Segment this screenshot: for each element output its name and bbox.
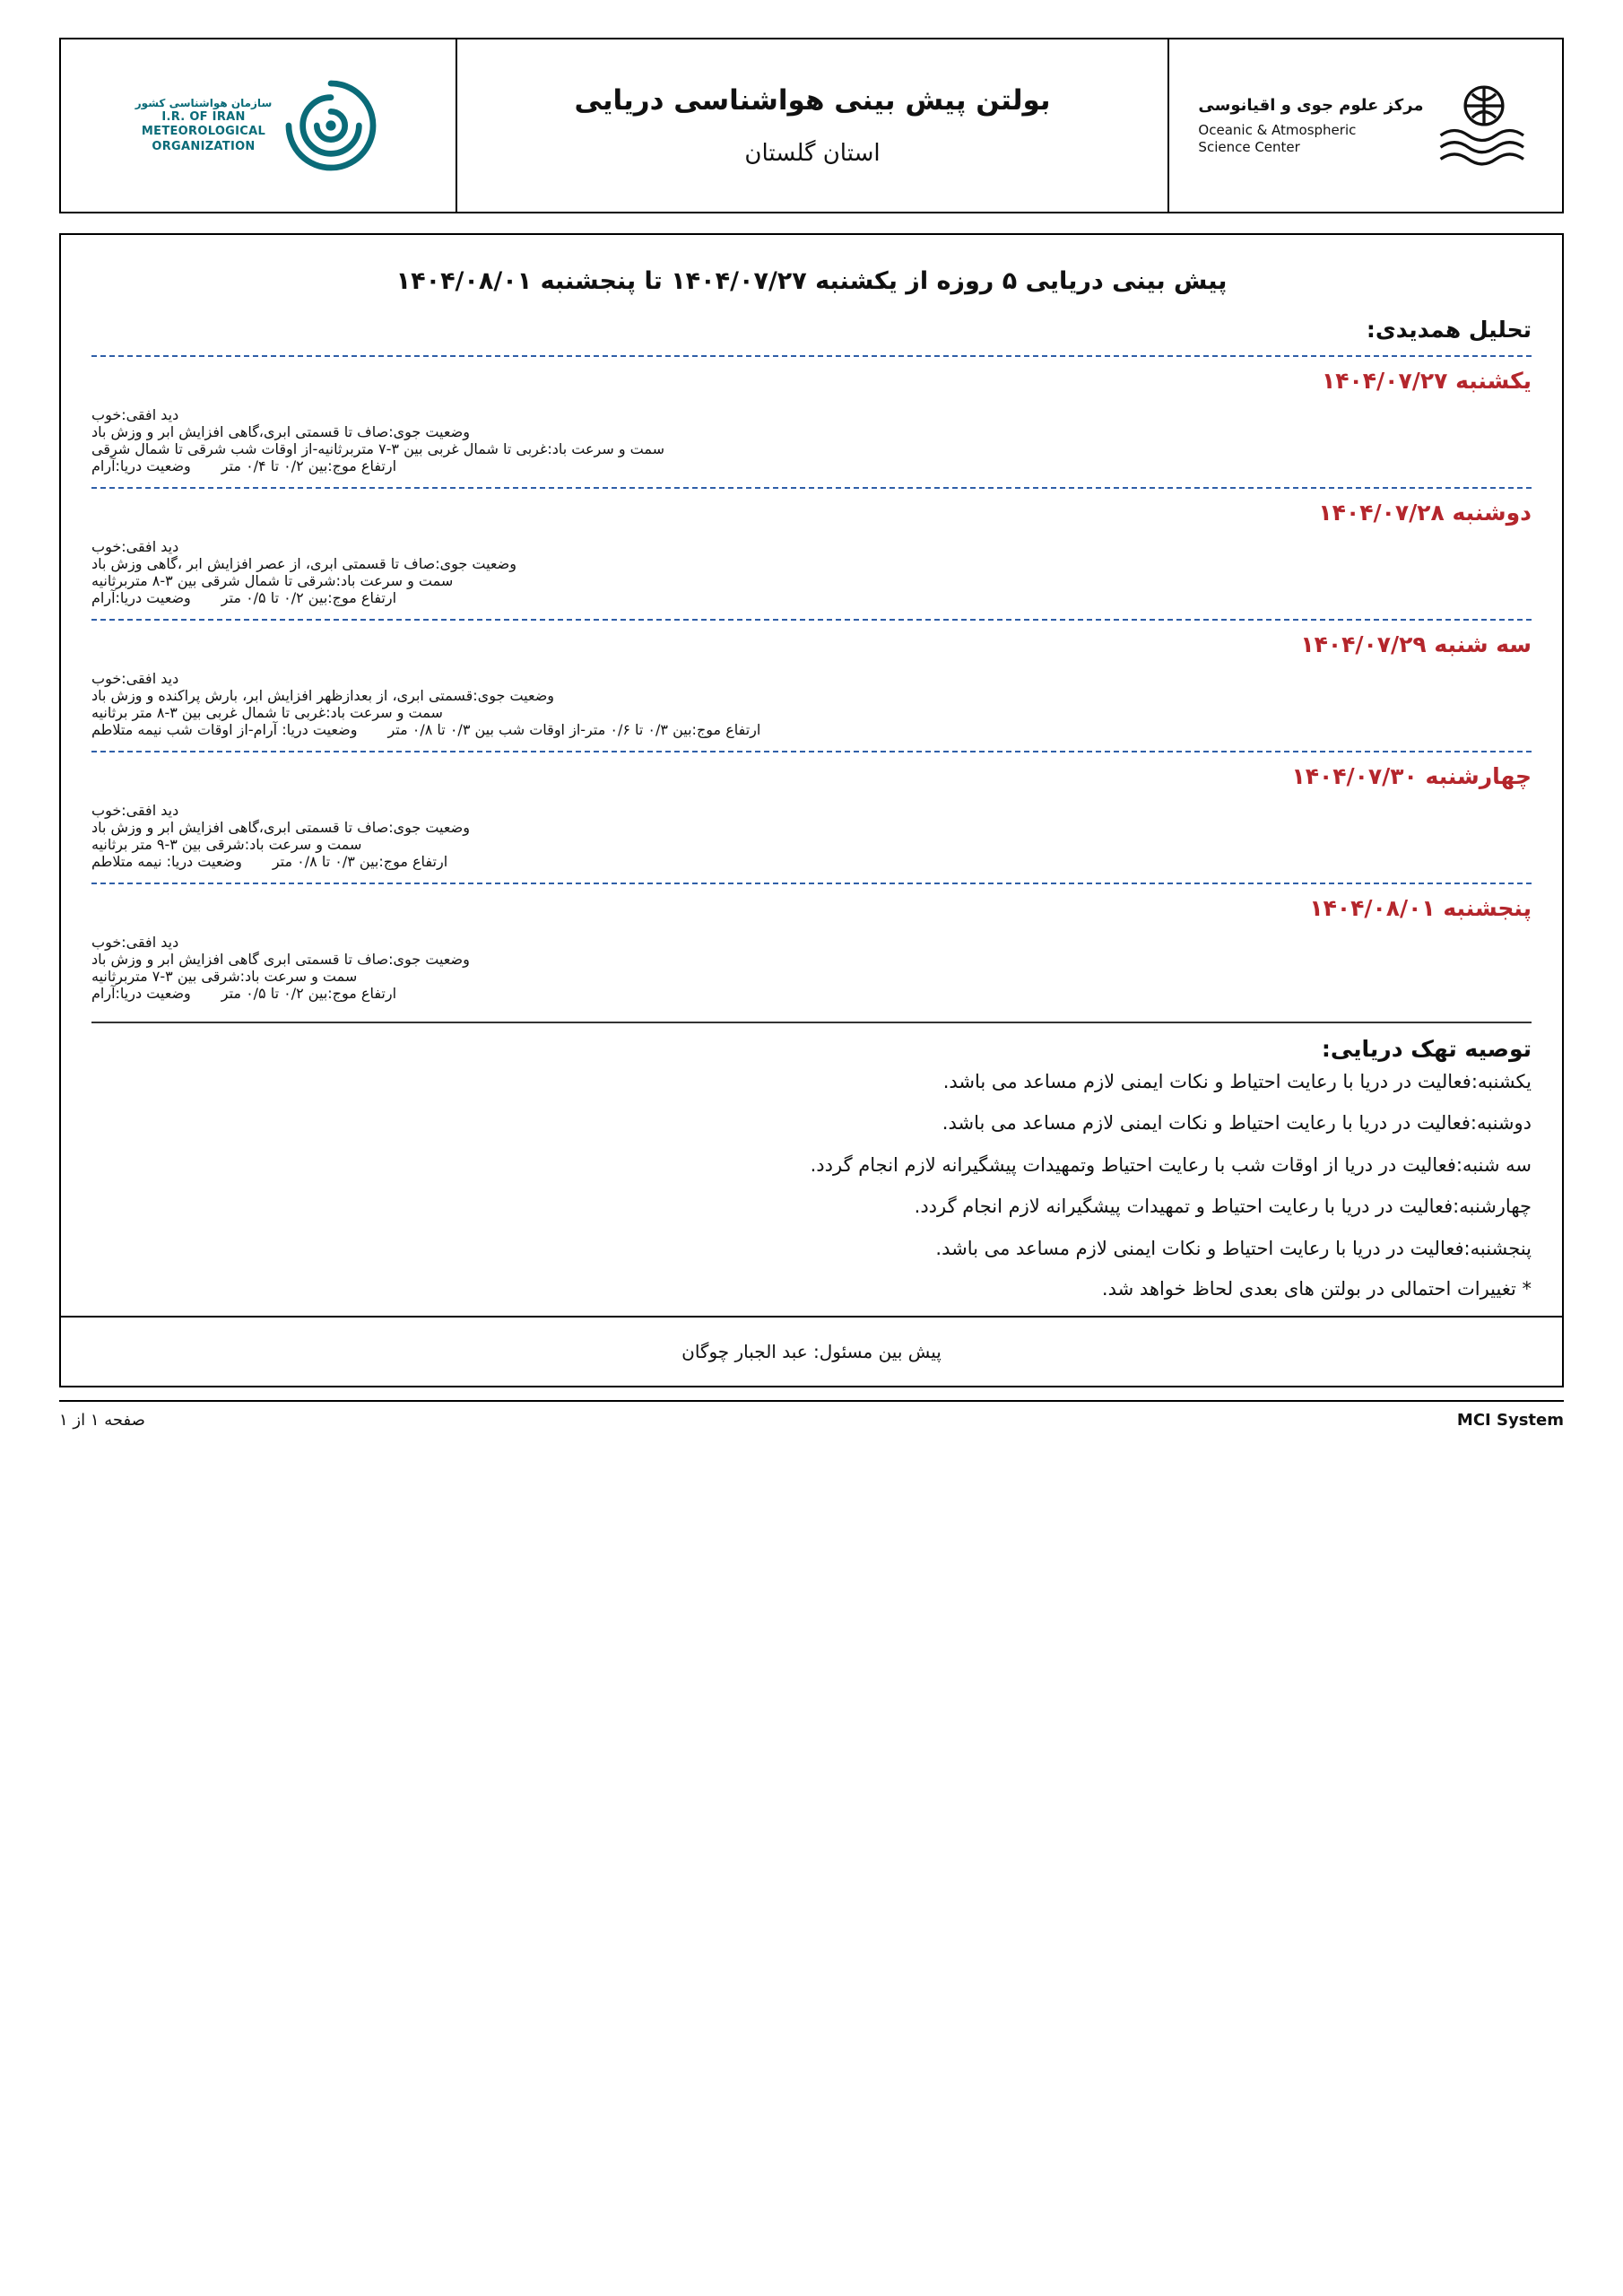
page-number: صفحه ۱ از ۱ [59,1411,145,1431]
wave-value: بین ۰/۲ تا ۰/۴ متر [221,457,328,474]
divider [91,487,1532,489]
day-name: یکشنبه ۱۴۰۴/۰۷/۲۷ [1322,367,1532,394]
divider [91,619,1532,621]
visibility-value: خوب [91,405,122,423]
weather-value: صاف تا قسمتی ابری،گاهی افزایش ابر و وزش باد [91,422,389,440]
divider [91,751,1532,752]
visibility-row [91,538,1532,555]
day-block [91,895,1532,1002]
divider [91,355,1532,357]
weather-label: وضعیت جوی: [388,422,470,440]
system-name: MCI System [1456,1411,1564,1431]
wind-row [91,704,1532,721]
advice-item: سه شنبه:فعالیت در دریا از اوقات شب با رعایت احتیاط وتمهیدات پیشگیرانه لازم انجام گردد. [810,1153,1532,1176]
imo-logo [135,75,381,176]
divider [91,1022,1532,1023]
wave-label: ارتفاع موج: [378,852,448,870]
advice-list [91,1067,1532,1300]
sea-state-value: وضعیت دریا:آرام [91,457,191,474]
forecaster-name: پیش بین مسئول: عبد الجبار چوگان [681,1341,942,1363]
wave-label: ارتفاع موج: [691,720,761,738]
wind-value: شرقی بین ۳-۹ متر برثانیه [91,835,245,853]
visibility-row [91,934,1532,951]
advice-heading: توصیه تهک دریایی: [1321,1035,1532,1062]
weather-label: وضعیت جوی: [473,686,555,704]
wave-row [91,457,1532,474]
weather-value: صاف تا قسمتی ابری گاهی افزایش ابر و وزش باد [91,950,389,968]
wave-row [91,721,1532,738]
visibility-value: خوب [91,669,122,687]
wave-row [91,985,1532,1002]
wind-value: شرقی تا شمال شرقی بین ۳-۸ متربرثانیه [91,571,336,589]
visibility-value: خوب [91,801,122,819]
header-title-cell [456,39,1167,212]
wind-label: سمت و سرعت باد: [239,967,358,985]
visibility-label: دید افقی: [121,537,179,555]
wave-value: بین ۰/۳ تا ۰/۶ متر-از اوقات شب بین ۰/۳ تا ۰/۸ متر [387,720,692,738]
visibility-row [91,406,1532,423]
wave-label: ارتفاع موج: [327,457,397,474]
spiral-logo-icon [281,75,381,176]
day-block [91,500,1532,606]
weather-row [91,555,1532,572]
visibility-value: خوب [91,537,122,555]
wind-label: سمت و سرعت باد: [244,835,362,853]
document-header [59,38,1564,213]
weather-value: قسمتی ابری، از بعدازظهر افزایش ابر، بارش پراکنده و وزش باد [91,686,473,704]
sea-state-value: وضعیت دریا: آرام-از اوقات شب نیمه متلاطم [91,720,358,738]
visibility-label: دید افقی: [121,405,179,423]
wave-label: ارتفاع موج: [327,984,397,1002]
visibility-value: خوب [91,933,122,951]
weather-row [91,687,1532,704]
wind-row [91,836,1532,853]
day-name: چهارشنبه ۱۴۰۴/۰۷/۳۰ [1291,762,1532,789]
weather-value: صاف تا قسمتی ابری،گاهی افزایش ابر و وزش باد [91,818,389,836]
wind-label: سمت و سرعت باد: [335,571,454,589]
day-block [91,631,1532,738]
weather-label: وضعیت جوی: [388,950,470,968]
weather-value: صاف تا قسمتی ابری، از عصر افزایش ابر ،گاهی وزش باد [91,554,436,572]
wind-row [91,968,1532,985]
oasc-name-en: Oceanic & Atmospheric Science Center [1198,122,1357,155]
day-name: پنجشنبه ۱۴۰۴/۰۸/۰۱ [1309,894,1532,921]
imo-name-fa: سازمان هواشناسی کشور [135,97,273,110]
weather-label: وضعیت جوی: [388,818,470,836]
wind-row [91,572,1532,589]
oasc-name-fa: مرکز علوم جوی و اقیانوسی [1198,96,1424,116]
header-right-logo-cell [61,39,456,212]
wind-label: سمت و سرعت باد: [547,439,665,457]
advice-note: * تغییرات احتمالی در بولتن های بعدی لحاظ خواهد شد. [1101,1278,1532,1300]
imo-logo-text [135,97,272,154]
visibility-label: دید افقی: [121,801,179,819]
sea-state-value: وضعیت دریا: نیمه متلاطم [91,852,242,870]
divider [91,883,1532,884]
day-block [91,368,1532,474]
synoptic-analysis-heading: تحلیل همدیدی: [1366,316,1532,343]
sea-state-value: وضعیت دریا:آرام [91,984,191,1002]
visibility-label: دید افقی: [121,669,179,687]
advice-item: چهارشنبه:فعالیت در دریا با رعایت احتیاط و تمهیدات پیشگیرانه لازم انجام گردد. [914,1196,1532,1218]
signature-box [59,1318,1564,1387]
visibility-row [91,802,1532,819]
day-block [91,763,1532,870]
wave-label: ارتفاع موج: [327,588,397,606]
bulletin-title: پیش بینی دریایی ۵ روزه از یکشنبه ۱۴۰۴/۰۷/۲۷ تا پنجشنبه ۱۴۰۴/۰۸/۰۱ [395,267,1228,295]
page-title: بولتن پیش بینی هواشناسی دریایی [574,84,1051,117]
visibility-row [91,670,1532,687]
wind-row [91,440,1532,457]
oasc-logo [1198,76,1532,175]
advice-item: دوشنبه:فعالیت در دریا با رعایت احتیاط و نکات ایمنی لازم مساعد می باشد. [942,1112,1532,1135]
page-footer [59,1400,1564,1430]
wave-value: بین ۰/۳ تا ۰/۸ متر [272,852,379,870]
wind-value: غربی تا شمال غربی بین ۳-۸ متر برثانیه [91,703,326,721]
weather-row [91,819,1532,836]
imo-name-en-1: I.R. OF IRAN [161,110,246,125]
wave-logo-icon [1435,76,1533,175]
weather-label: وضعیت جوی: [435,554,516,572]
advice-item: پنجشنبه:فعالیت در دریا با رعایت احتیاط و نکات ایمنی لازم مساعد می باشد. [935,1237,1532,1259]
bulletin-body [59,233,1564,1318]
wave-row [91,853,1532,870]
wave-value: بین ۰/۲ تا ۰/۵ متر [221,588,328,606]
wind-value: شرقی بین ۳-۷ متربرثانیه [91,967,240,985]
day-name: سه شنبه ۱۴۰۴/۰۷/۲۹ [1300,631,1532,657]
weather-row [91,951,1532,968]
wind-label: سمت و سرعت باد: [325,703,443,721]
sea-state-value: وضعیت دریا:آرام [91,588,191,606]
imo-name-en-3: ORGANIZATION [152,139,256,153]
wind-value: غربی تا شمال غربی بین ۳-۷ متربرثانیه-از اوقات شب شرقی تا شمال شرقی [91,439,548,457]
header-left-logo-cell [1167,39,1562,212]
weather-row [91,423,1532,440]
wave-row [91,589,1532,606]
wave-value: بین ۰/۲ تا ۰/۵ متر [221,984,328,1002]
page-subtitle: استان گلستان [744,140,881,167]
day-name: دوشنبه ۱۴۰۴/۰۷/۲۸ [1318,499,1532,526]
imo-name-en-2: METEOROLOGICAL [141,125,266,139]
advice-item: یکشنبه:فعالیت در دریا با رعایت احتیاط و نکات ایمنی لازم مساعد می باشد. [942,1070,1532,1092]
visibility-label: دید افقی: [121,933,179,951]
oasc-logo-text [1198,95,1423,155]
